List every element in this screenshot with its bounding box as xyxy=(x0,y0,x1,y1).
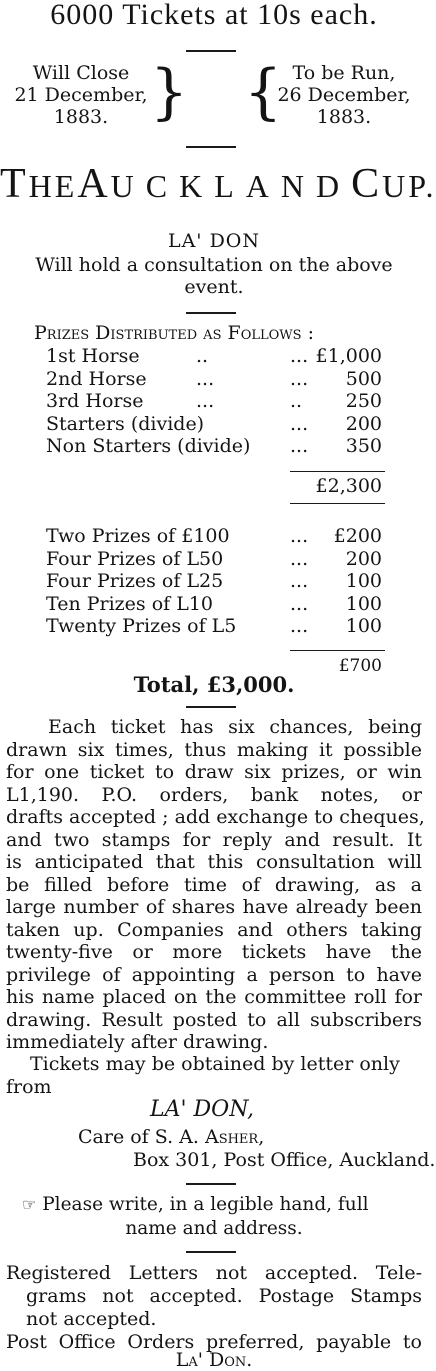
organizer-name: LA' DON xyxy=(167,230,261,252)
horse-prize-separator: ... xyxy=(290,367,309,390)
footer-registered-line3: not accepted. xyxy=(26,1308,157,1330)
terms-line: be filled before time of drawing, as a xyxy=(6,873,422,896)
run-year: 1883. xyxy=(316,106,372,128)
write-notice: ☞ Please write, in a legible hand, full xyxy=(22,1194,369,1215)
extra-prize-label: Twenty Prizes of L5 xyxy=(46,615,237,638)
run-label: To be Run, xyxy=(292,62,396,84)
total: Total, £3,000. xyxy=(133,672,295,697)
headline: 6000 Tickets at 10s each. xyxy=(50,0,378,31)
extra-prize-separator: ... xyxy=(290,547,309,570)
extra-prize-label: Ten Prizes of L10 xyxy=(46,592,214,615)
extra-prize-separator: ... xyxy=(290,592,309,615)
address-box: Box 301, Post Office, Auckland. xyxy=(133,1149,436,1171)
extra-prize-amount: 100 xyxy=(345,570,382,593)
rule xyxy=(186,50,236,52)
horse-prize-separator: ... xyxy=(290,345,309,367)
horse-prize-label: Non Starters (divide) xyxy=(46,435,251,458)
footer-registered-line1: Registered Letters not accepted. Tele- xyxy=(6,1262,422,1284)
subtotal-extra-prizes: £700 xyxy=(338,656,382,676)
terms-line: drawn six times, thus making it possible xyxy=(6,738,422,761)
footer-registered-line2: grams not accepted. Postage Stamps xyxy=(26,1285,422,1307)
subtotal-horse-prizes: £2,300 xyxy=(315,475,382,497)
terms-line: for one ticket to draw six prizes, or win xyxy=(6,761,422,783)
extra-prize-label: Two Prizes of £100 xyxy=(46,525,230,547)
terms-line: immediately after drawing. xyxy=(6,1031,269,1053)
run-date: 26 December, xyxy=(277,84,411,106)
horse-prize-label: 1st Horse xyxy=(46,345,140,367)
extra-prize-amount: £200 xyxy=(333,525,382,547)
horse-prize-leader: .. xyxy=(196,345,209,367)
extra-prize-amount: 100 xyxy=(345,592,382,615)
footer-po-name: La' Don. xyxy=(175,1349,253,1371)
horse-prize-amount: 250 xyxy=(345,390,382,413)
extra-prize-separator: ... xyxy=(290,525,309,547)
tickets-line: Tickets may be obtained by letter only xyxy=(30,1053,400,1075)
extra-prize-separator: ... xyxy=(290,570,309,593)
horse-prize-label: Starters (divide) xyxy=(46,412,205,435)
terms-line: is anticipated that this consultation will xyxy=(6,851,422,873)
horse-prize-amount: £1,000 xyxy=(315,345,382,367)
terms-line: drawing. Result posted to all subscribers xyxy=(6,1008,422,1031)
extra-prize-separator: ... xyxy=(290,615,309,638)
horse-prize-amount: 200 xyxy=(345,412,382,435)
tickets-line-end: from xyxy=(6,1076,52,1098)
run-date-block xyxy=(268,62,420,128)
terms-line: his name placed on the committee roll for xyxy=(6,986,422,1008)
address-name: LA' DON, xyxy=(150,1097,255,1122)
terms-line: drafts accepted ; add exchange to cheques, xyxy=(6,806,425,828)
terms-line: and two stamps for reply and result. It xyxy=(6,828,422,851)
horse-prize-label: 2nd Horse xyxy=(46,367,147,390)
terms-paragraph xyxy=(6,716,425,1054)
rule xyxy=(290,503,385,504)
terms-line: L1,190. P.O. orders, bank notes, or xyxy=(6,783,422,806)
close-date-block xyxy=(6,62,156,128)
intro: Will hold a consultation on the above event. xyxy=(35,254,393,298)
address-care-of: Care of S. A. Asher, xyxy=(78,1126,265,1148)
extra-prize-label: Four Prizes of L25 xyxy=(46,570,224,593)
close-label: Will Close xyxy=(32,62,130,84)
horse-prize-amount: 350 xyxy=(345,435,382,458)
close-date: 21 December, xyxy=(14,84,148,106)
terms-line: large number of shares have already been xyxy=(6,896,422,918)
horse-prize-amount: 500 xyxy=(345,367,382,390)
horse-prize-leader: ... xyxy=(196,390,215,413)
close-year: 1883. xyxy=(53,106,109,128)
extra-prize-amount: 100 xyxy=(345,615,382,638)
prizes-heading: Prizes Distributed as Follows : xyxy=(34,322,314,344)
horse-prize-label: 3rd Horse xyxy=(46,390,144,413)
horse-prize-separator: ... xyxy=(290,435,309,458)
horse-prize-separator: .. xyxy=(290,390,303,413)
rule xyxy=(186,1183,236,1185)
rule xyxy=(186,146,236,148)
rule xyxy=(186,1251,236,1253)
write-notice-line2: name and address. xyxy=(125,1218,303,1239)
rule xyxy=(290,650,385,651)
extra-prize-label: Four Prizes of L50 xyxy=(46,547,224,570)
extra-prize-amount: 200 xyxy=(345,547,382,570)
left-brace: { xyxy=(244,57,283,127)
terms-line: Each ticket has six chances, being xyxy=(48,716,422,738)
cup-title: THE AUCKLAND CUP. xyxy=(0,161,436,207)
horse-prize-separator: ... xyxy=(290,412,309,435)
right-brace: } xyxy=(150,57,189,127)
rule xyxy=(186,706,236,708)
pointing-hand-icon: ☞ xyxy=(22,1195,37,1214)
terms-line: twenty-five or more tickets have the xyxy=(6,941,422,963)
rule xyxy=(186,312,236,314)
horse-prize-leader: ... xyxy=(196,367,215,390)
terms-line: privilege of appointing a person to have xyxy=(6,963,422,986)
terms-line: taken up. Companies and others taking xyxy=(6,918,422,941)
rule xyxy=(290,471,385,472)
footer-po-line: Post Office Orders preferred, payable to xyxy=(6,1331,422,1353)
